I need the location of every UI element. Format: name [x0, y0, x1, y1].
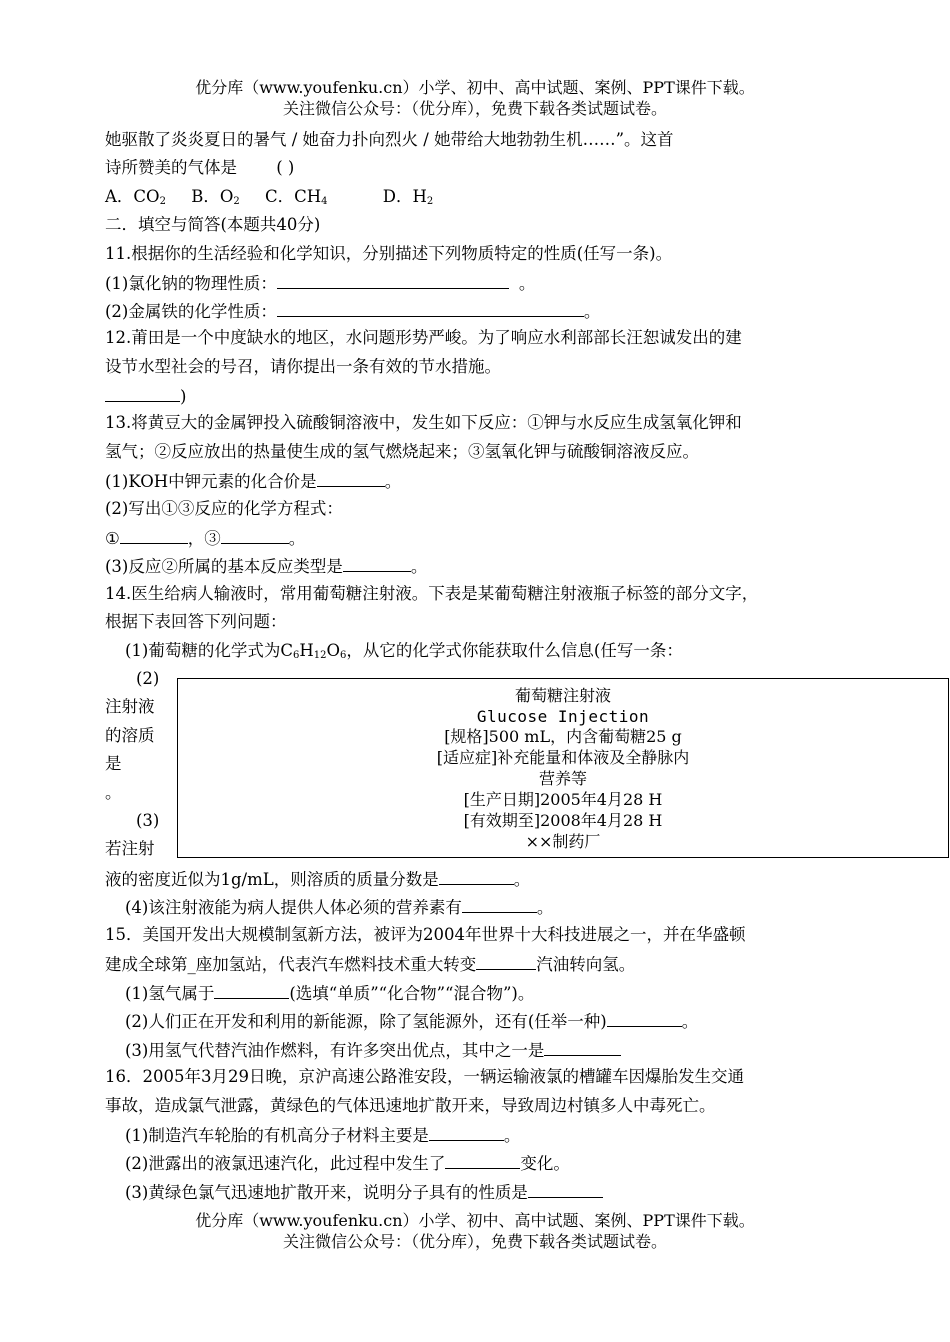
label-title: 葡萄糖注射液: [514, 686, 611, 705]
q14-part-3-end: 。: [513, 870, 531, 889]
q14-part-1: (1)葡萄糖的化学式为$C_6H_{12}O_6$，从它的化学式你能获取什么信息(任写一条：: [125, 641, 683, 661]
label-spec: [规格]500 mL，内含葡萄糖25 g: [444, 727, 682, 746]
q13-eq3-label: ，③: [187, 529, 221, 548]
label-manufacturer: ××制药厂: [525, 832, 601, 851]
q10-option-d[interactable]: D．$H_2$: [382, 187, 434, 207]
q15-part-1-blank[interactable]: [214, 982, 289, 999]
q14-part-4-text: (4)该注射液能为病人提供人体必须的营养素有: [125, 898, 462, 917]
q13-part-1-blank[interactable]: [317, 470, 385, 487]
q13-line-2: 氢气；②反应放出的热量使生成的氢气燃烧起来；③氢氧化钾与硫酸铜溶液反应。: [105, 442, 699, 461]
label-indication-2: 营养等: [538, 769, 587, 788]
q11-stem: 11.根据你的生活经验和化学知识，分别描述下列物质特定的性质(任写一条)。: [105, 244, 673, 263]
label-production-date: [生产日期]2005年4月28 H: [463, 790, 663, 809]
q14-part-3: [105, 868, 530, 890]
q15-line-2-end: 汽油转向氢。: [536, 955, 636, 974]
q13-part-2-end: 。: [288, 529, 306, 548]
q15-part-1-text: (1)氢气属于: [125, 984, 215, 1003]
label-english-name: Glucose Injection: [476, 707, 650, 726]
q14-line-1: 14.医生给病人输液时，常用葡萄糖注射液。下表是某葡萄糖注射液瓶子标签的部分文字，: [105, 584, 759, 603]
q11-part-1-text: (1)氯化钠的物理性质：: [105, 274, 277, 293]
q13-line-1: 13.将黄豆大的金属钾投入硫酸铜溶液中，发生如下反应：①钾与水反应生成氢氧化钾和: [105, 413, 742, 432]
q10-answer-paren: ( ): [276, 158, 295, 177]
q15-part-2-end: 。: [681, 1012, 699, 1031]
q16-part-2: [125, 1152, 570, 1174]
q15-part-2-blank[interactable]: [607, 1010, 682, 1027]
q13-part-1: [105, 470, 401, 492]
q12-answer: [105, 385, 186, 407]
section-2-title: 二．填空与简答(本题共40分): [105, 215, 321, 234]
q14-side-1: (2): [136, 669, 160, 688]
page-header-line-2: 关注微信公众号：（优分库），免费下载各类试题试卷。: [282, 99, 667, 118]
q16-part-1-text: (1)制造汽车轮胎的有机高分子材料主要是: [125, 1126, 429, 1145]
q11-part-1: [105, 272, 535, 294]
q16-part-1: [125, 1124, 520, 1146]
q10-option-a[interactable]: A．$CO_2$: [105, 187, 166, 207]
q15-part-3-blank[interactable]: [544, 1039, 621, 1056]
q15-line-2-text: 建成全球第_座加氢站，代表汽车燃料技术重大转变: [105, 955, 477, 974]
q14-side-4: 是: [105, 754, 122, 773]
q16-part-2-text: (2)泄露出的液氯迅速汽化，此过程中发生了: [125, 1154, 446, 1173]
q15-line-2-blank[interactable]: [476, 953, 536, 970]
q14-side-6: (3): [136, 811, 160, 830]
q13-eq3-blank[interactable]: [221, 527, 289, 544]
q11-part-2-end: 。: [583, 302, 601, 321]
page-footer-line-2: 关注微信公众号：（优分库），免费下载各类试题试卷。: [282, 1232, 667, 1251]
q14-side-3: 的溶质: [105, 726, 155, 745]
q15-part-2-text: (2)人们正在开发和利用的新能源，除了氢能源外，还有(任举一种): [125, 1012, 607, 1031]
label-expiry-date: [有效期至]2008年4月28 H: [463, 811, 663, 830]
q11-part-2: [105, 300, 600, 322]
q16-part-3: [125, 1181, 603, 1203]
q13-part-2-answers: [105, 527, 305, 549]
q12-line-2: 设节水型社会的号召，请你提出一条有效的节水措施。: [105, 357, 501, 376]
q13-eq1-blank[interactable]: [120, 527, 188, 544]
q13-part-1-end: 。: [384, 472, 402, 491]
q10-text-line-2-text: 诗所赞美的气体是: [105, 158, 237, 177]
glucose-injection-label: [177, 678, 949, 858]
q12-answer-blank[interactable]: [105, 385, 180, 402]
q11-part-1-end: 。: [518, 274, 536, 293]
q16-line-1: 16．2005年3月29日晚，京沪高速公路淮安段，一辆运输液氯的槽罐车因爆胎发生交通: [105, 1067, 744, 1086]
q14-side-5: 。: [105, 783, 122, 802]
label-indication-1: [适应症]补充能量和体液及全静脉内: [436, 748, 690, 767]
q15-part-1-options: (选填“单质”“化合物”“混合物”)。: [289, 984, 535, 1003]
q13-part-3-text: (3)反应②所属的基本反应类型是: [105, 557, 343, 576]
q10-option-c[interactable]: C．$CH_4$: [264, 187, 328, 207]
q11-part-2-text: (2)金属铁的化学性质：: [105, 302, 277, 321]
q13-part-3-end: 。: [410, 557, 428, 576]
q16-line-2: 事故，造成氯气泄露，黄绿色的气体迅速地扩散开来，导致周边村镇多人中毒死亡。: [105, 1096, 716, 1115]
q14-side-2: 注射液: [105, 697, 155, 716]
q16-part-3-blank[interactable]: [528, 1181, 603, 1198]
q10-options: [105, 187, 433, 207]
q16-part-1-end: 。: [503, 1126, 521, 1145]
page-footer-line-1: 优分库（www.youfenku.cn）小学、初中、高中试题、案例、PPT课件下载。: [195, 1211, 755, 1230]
q13-part-2: (2)写出①③反应的化学方程式：: [105, 499, 343, 518]
q15-line-2: [105, 953, 635, 975]
q14-part-3-text: 液的密度近似为1g/mL，则溶质的质量分数是: [105, 870, 439, 889]
q15-part-1: [125, 982, 534, 1004]
q15-line-1: 15．美国开发出大规模制氢新方法，被评为2004年世界十大科技进展之一，并在华盛顿: [105, 925, 746, 944]
q10-text-line-2: [105, 158, 294, 178]
q11-part-2-blank[interactable]: [277, 300, 584, 317]
q15-part-3-text: (3)用氢气代替汽油作燃料，有许多突出优点，其中之一是: [125, 1041, 545, 1060]
q15-part-3: [125, 1039, 621, 1061]
q12-answer-end: ): [180, 387, 187, 406]
q12-line-1: 12.莆田是一个中度缺水的地区，水问题形势严峻。为了响应水利部部长汪恕诚发出的建: [105, 328, 742, 347]
q14-part-4: [125, 896, 553, 918]
q13-part-3-blank[interactable]: [343, 555, 411, 572]
q14-part-4-blank[interactable]: [462, 896, 537, 913]
q14-part-3-blank[interactable]: [439, 868, 514, 885]
q10-option-b[interactable]: B．$O_2$: [191, 187, 240, 207]
page-header-line-1: 优分库（www.youfenku.cn）小学、初中、高中试题、案例、PPT课件下载。: [195, 78, 755, 97]
q13-eq1-label: ①: [105, 529, 120, 548]
q13-part-3: [105, 555, 427, 577]
q14-part-4-end: 。: [536, 898, 554, 917]
q16-part-2-blank[interactable]: [445, 1152, 520, 1169]
q14-line-2: 根据下表回答下列问题：: [105, 612, 287, 631]
q14-side-7: 若注射: [105, 839, 155, 858]
q10-text-line-1: 她驱散了炎炎夏日的暑气 / 她奋力扑向烈火 / 她带给大地勃勃生机……”。这首: [105, 130, 674, 149]
q16-part-2-end: 变化。: [520, 1154, 570, 1173]
q11-part-1-blank[interactable]: [277, 272, 509, 289]
q16-part-1-blank[interactable]: [429, 1124, 504, 1141]
q15-part-2: [125, 1010, 698, 1032]
q16-part-3-text: (3)黄绿色氯气迅速地扩散开来，说明分子具有的性质是: [125, 1183, 528, 1202]
q13-part-1-text: (1)KOH中钾元素的化合价是: [105, 472, 317, 491]
